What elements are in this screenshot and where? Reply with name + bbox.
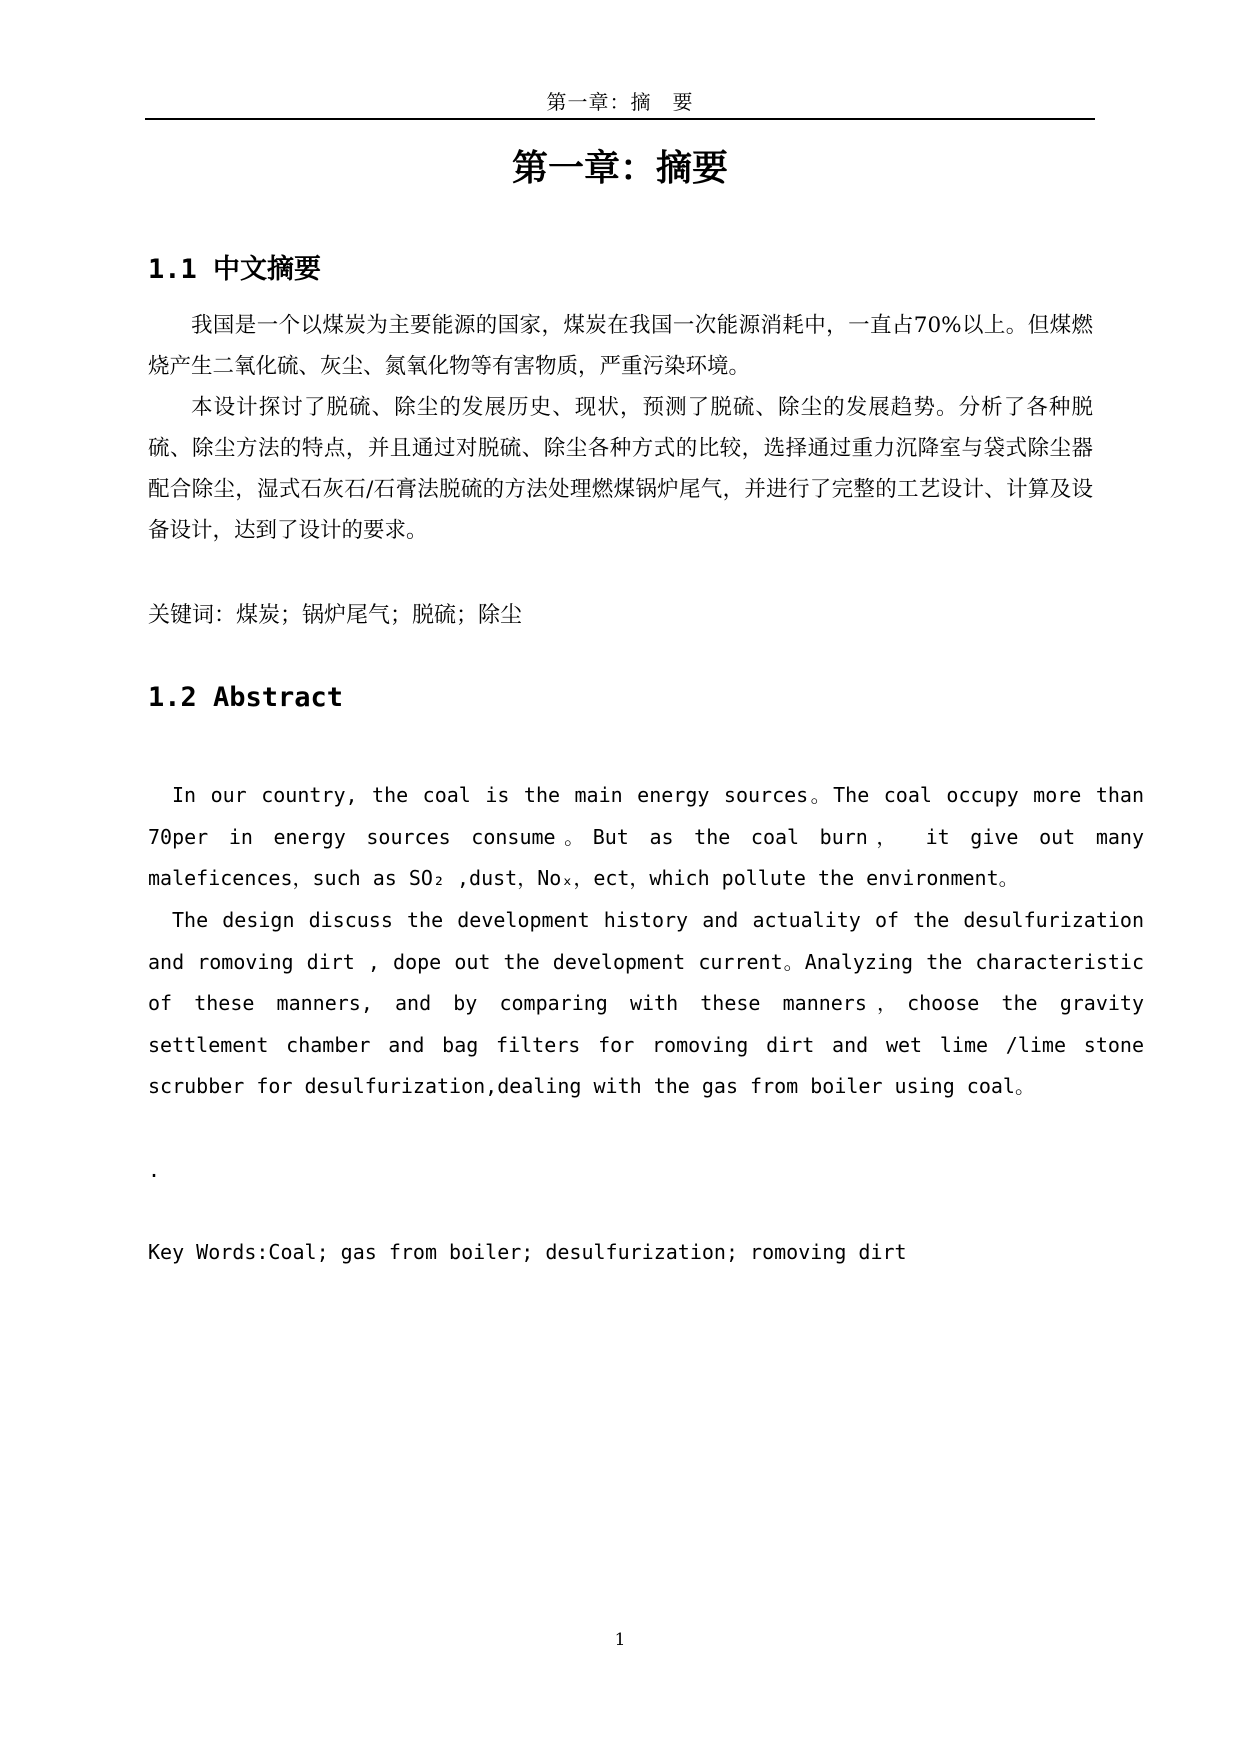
zh-paragraph-2: 本设计探讨了脱硫、除尘的发展历史、现状，预测了脱硫、除尘的发展趋势。分析了各种脱硫、除尘方法的特点，并且通过对脱硫、除尘各种方式的比较，选择通过重力沉降室与袋式除尘器配合除尘，湿式石灰石/石膏法脱硫的方法处理燃煤锅炉尾气，并进行了完整的工艺设计、计算及设备设计，达到了设计的要求。 <box>148 395 1093 543</box>
en-keywords: Key Words:Coal; gas from boiler; desulfurization; romoving dirt <box>148 1240 907 1264</box>
en-paragraph-2: The design discuss the development history and actuality of the desulfurization and romoving dirt , dope out the development current。Analyzing the characteristic of these manners, and by comparing with these manners，choose the gravity settlement chamber and bag filters for romoving dirt and wet lime /lime stone scrubber for desulfurization,dealing with the gas from boiler using coal。 <box>148 908 1144 1098</box>
zh-keywords: 关键词：煤炭；锅炉尾气；脱硫；除尘 <box>148 603 523 628</box>
en-trailing-mark: . <box>148 1158 161 1182</box>
section-heading-en: 1.2 Abstract <box>148 682 344 713</box>
header-rule <box>145 118 1095 120</box>
en-paragraph-1: In our country, the coal is the main energy sources。The coal occupy more than 70per in energy sources consume。But as the coal burn， it give out many maleficences，such as SO₂ ,dust，Noₓ，ect，which pollute the environment。 <box>148 783 1144 890</box>
chapter-title: 第一章：摘要 <box>511 148 728 189</box>
page-number: 1 <box>614 1630 626 1650</box>
zh-paragraph-1: 我国是一个以煤炭为主要能源的国家，煤炭在我国一次能源消耗中，一直占70%以上。但煤燃烧产生二氧化硫、灰尘、氮氧化物等有害物质，严重污染环境。 <box>148 313 1093 379</box>
running-header: 第一章：摘 要 <box>546 90 694 114</box>
section-heading-zh: 1.1 中文摘要 <box>148 254 322 285</box>
